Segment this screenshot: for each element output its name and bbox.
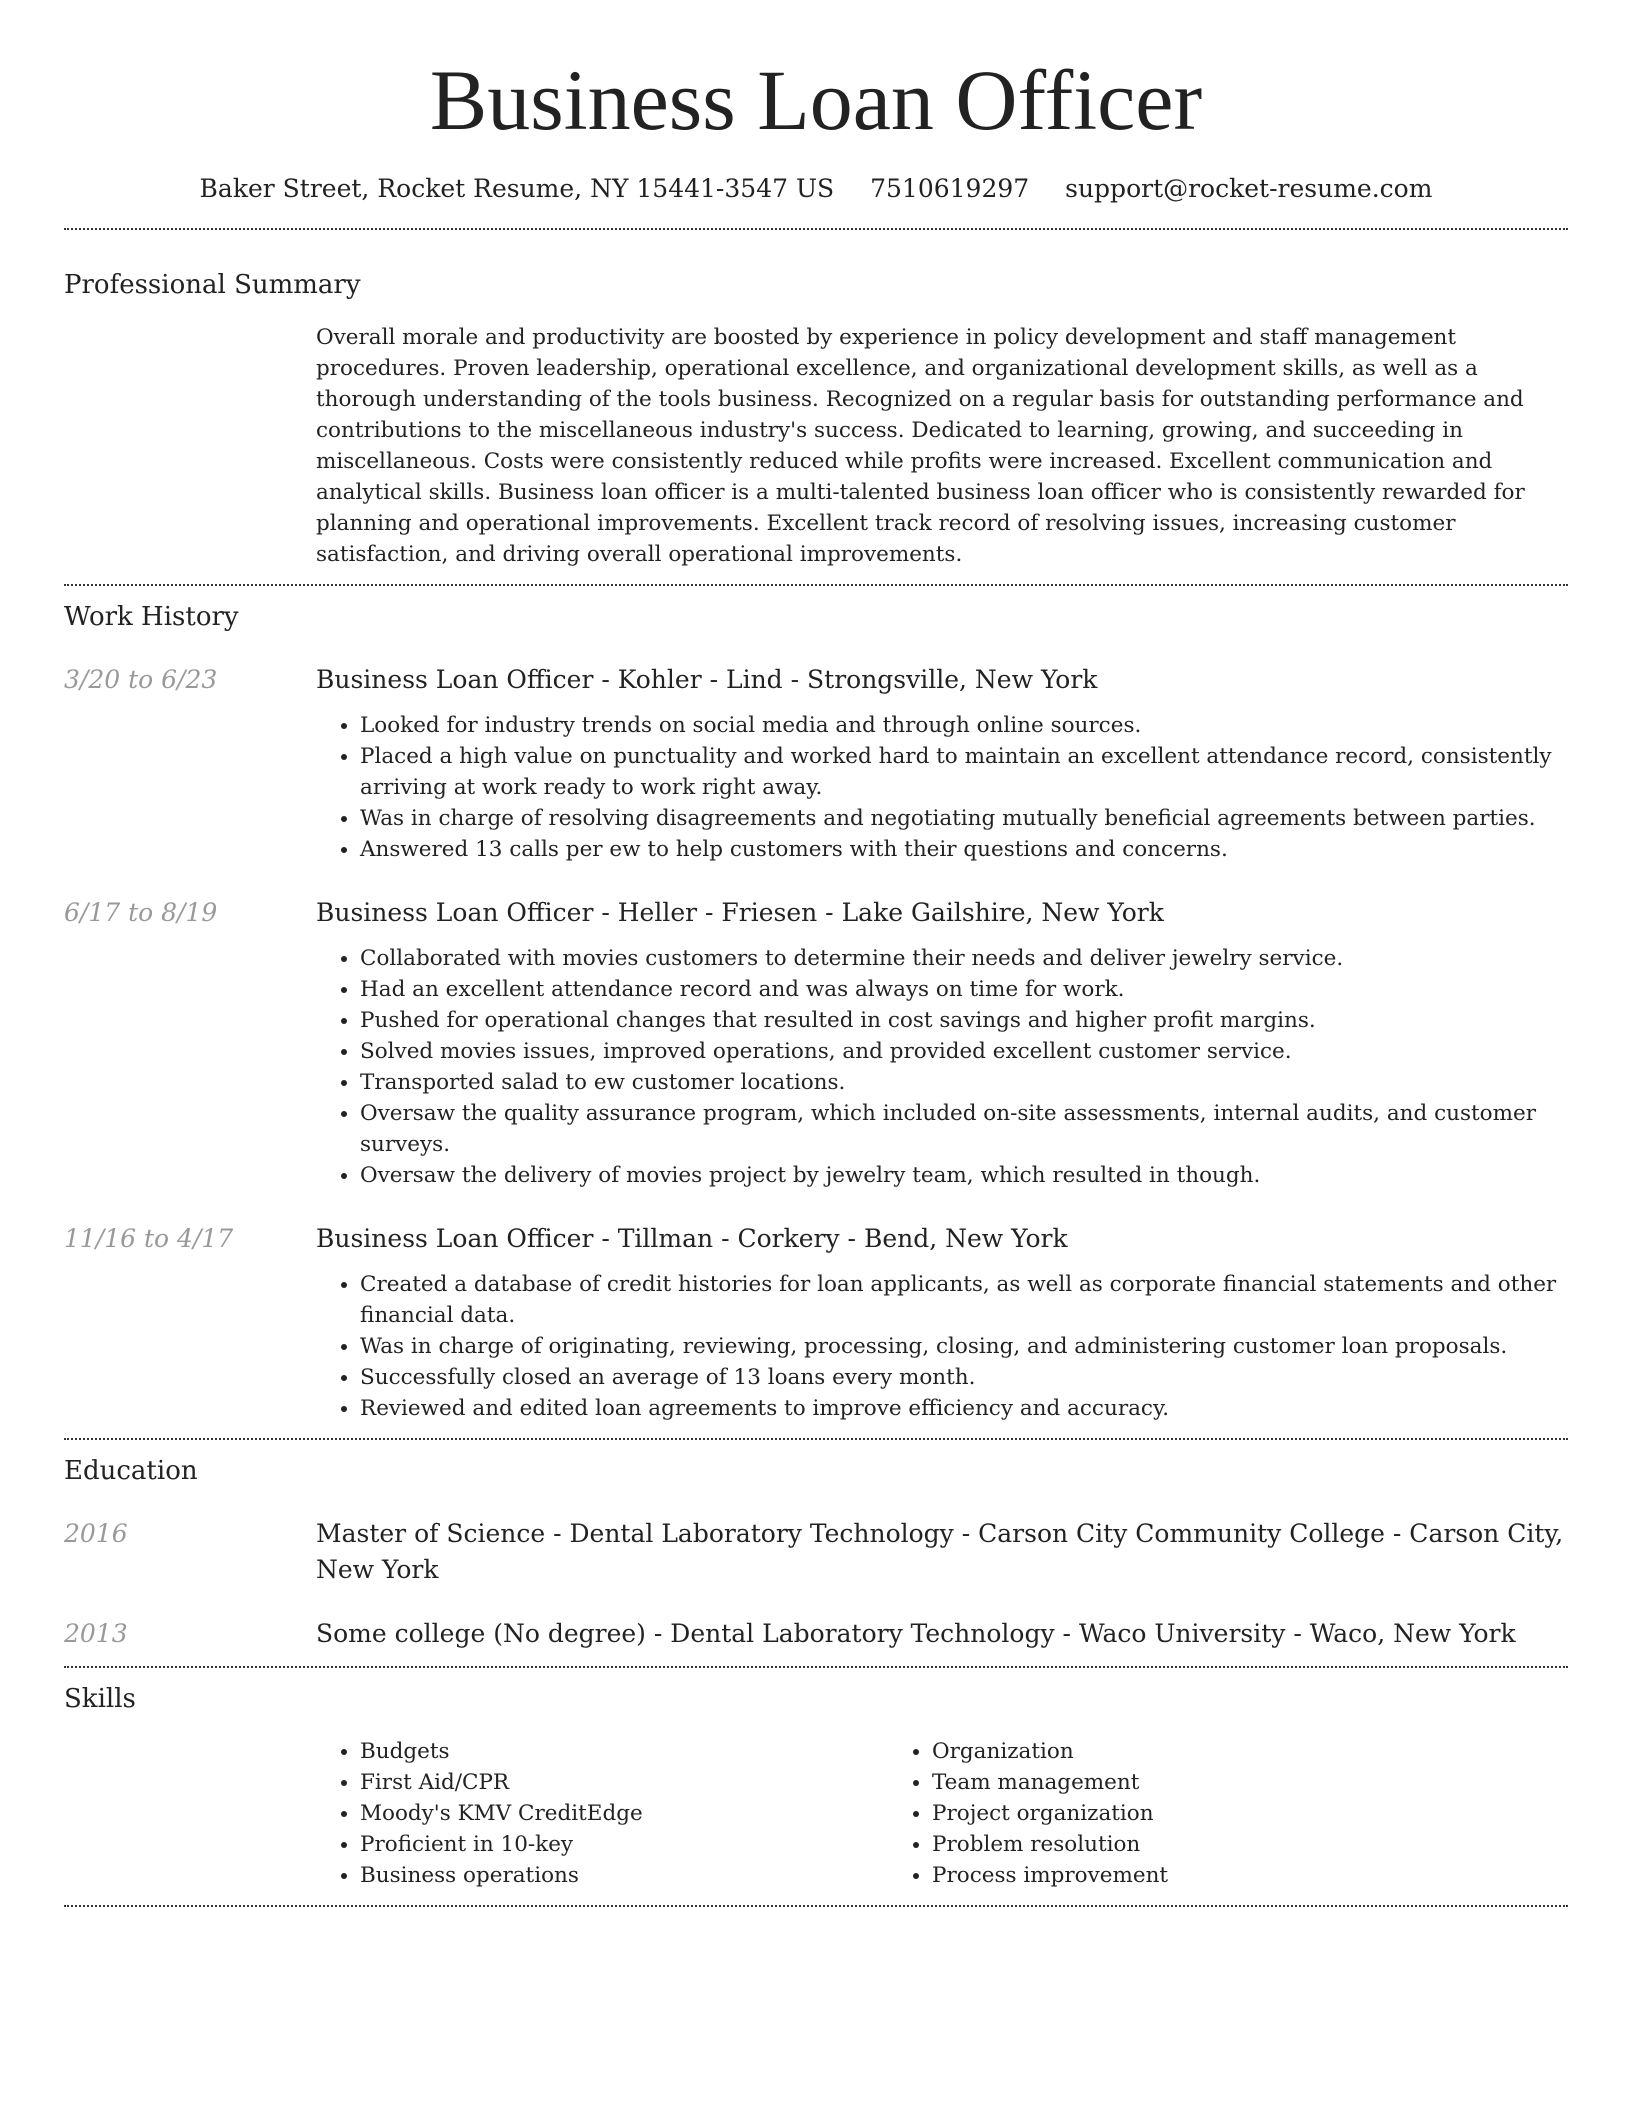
bullet-item: • Created a database of credit histories for loan applicants, as well as corporate financial statements and other financial data. bbox=[360, 1269, 1568, 1331]
bullet-item: • Was in charge of originating, reviewing, processing, closing, and administering customer loan proposals. bbox=[360, 1331, 1568, 1362]
contact-line bbox=[64, 172, 1568, 206]
entry-heading: Master of Science - Dental Laboratory Technology - Carson City Community College - Carson City, New York bbox=[316, 1519, 1564, 1584]
skills-title: Skills bbox=[64, 1684, 136, 1714]
bullet-item: • Transported salad to ew customer locations. bbox=[360, 1067, 1568, 1098]
bullet-item: • Reviewed and edited loan agreements to improve efficiency and accuracy. bbox=[360, 1393, 1568, 1424]
entry-date: 11/16 to 4/17 bbox=[64, 1224, 234, 1253]
education-entry bbox=[64, 1516, 1568, 1588]
skill-item: • Organization bbox=[932, 1736, 1568, 1767]
education-section bbox=[64, 1454, 1568, 1666]
entry-content bbox=[316, 662, 1568, 865]
entry-content bbox=[316, 1516, 1568, 1588]
education-entry bbox=[64, 1616, 1568, 1652]
work-entry bbox=[64, 895, 1568, 1191]
entry-bullets bbox=[316, 943, 1568, 1191]
skill-item: • Budgets bbox=[360, 1736, 888, 1767]
skills-column bbox=[888, 1736, 1568, 1891]
bullet-item: • Was in charge of resolving disagreements and negotiating mutually beneficial agreements between parties. bbox=[360, 803, 1568, 834]
bullet-item: • Looked for industry trends on social media and through online sources. bbox=[360, 710, 1568, 741]
bullet-item: • Oversaw the quality assurance program, which included on-site assessments, internal audits, and customer surveys. bbox=[360, 1098, 1568, 1160]
entry-content bbox=[316, 895, 1568, 1191]
bullet-item: • Collaborated with movies customers to determine their needs and deliver jewelry service. bbox=[360, 943, 1568, 974]
skill-item: • Problem resolution bbox=[932, 1829, 1568, 1860]
entry-content bbox=[316, 1616, 1568, 1652]
summary-text: Overall morale and productivity are boosted by experience in policy development and staff management procedures. Proven leadership, operational excellence, and organizational development skills, as well as a thorough understanding of the tools business. Recognized on a regular basis for outstanding performance and contributions to the miscellaneous industry's success. Dedicated to learning, growing, and succeeding in miscellaneous. Costs were consistently reduced while profits were increased. Excellent communication and analytical skills. Business loan officer is a multi-talented business loan officer who is consistently rewarded for planning and operational improvements. Excellent track record of resolving issues, increasing customer satisfaction, and driving overall operational improvements. bbox=[316, 325, 1525, 567]
entry-date: 2016 bbox=[64, 1519, 128, 1548]
skill-item: • Process improvement bbox=[932, 1860, 1568, 1891]
bullet-item: • Placed a high value on punctuality and worked hard to maintain an excellent attendance record, consistently arriving at work ready to work right away. bbox=[360, 741, 1568, 803]
bullet-item: • Successfully closed an average of 13 loans every month. bbox=[360, 1362, 1568, 1393]
entry-bullets bbox=[316, 710, 1568, 865]
bullet-item: • Answered 13 calls per ew to help customers with their questions and concerns. bbox=[360, 834, 1568, 865]
divider bbox=[64, 228, 1568, 230]
skill-item: • Business operations bbox=[360, 1860, 888, 1891]
contact-email: support@rocket-resume.com bbox=[1065, 174, 1433, 203]
skill-item: • Proficient in 10-key bbox=[360, 1829, 888, 1860]
bullet-item: • Pushed for operational changes that resulted in cost savings and higher profit margins. bbox=[360, 1005, 1568, 1036]
skill-item: • Project organization bbox=[932, 1798, 1568, 1829]
skill-item: • Moody's KMV CreditEdge bbox=[360, 1798, 888, 1829]
divider bbox=[64, 1438, 1568, 1440]
entry-heading: Business Loan Officer - Heller - Friesen - Lake Gailshire, New York bbox=[316, 898, 1164, 927]
summary-section bbox=[64, 268, 1568, 570]
contact-phone: 7510619297 bbox=[870, 174, 1030, 203]
bullet-item: • Had an excellent attendance record and was always on time for work. bbox=[360, 974, 1568, 1005]
divider bbox=[64, 1905, 1568, 1907]
entry-heading: Business Loan Officer - Kohler - Lind - Strongsville, New York bbox=[316, 665, 1098, 694]
entry-bullets bbox=[316, 1269, 1568, 1424]
work-entry bbox=[64, 1221, 1568, 1424]
contact-address: Baker Street, Rocket Resume, NY 15441-3547 US bbox=[199, 174, 835, 203]
skills-columns bbox=[316, 1736, 1568, 1891]
skill-item: • Team management bbox=[932, 1767, 1568, 1798]
divider bbox=[64, 1666, 1568, 1668]
entry-content bbox=[316, 1221, 1568, 1424]
entry-date: 2013 bbox=[64, 1619, 128, 1648]
entry-date: 3/20 to 6/23 bbox=[64, 665, 218, 694]
divider bbox=[64, 584, 1568, 586]
skill-item: • First Aid/CPR bbox=[360, 1767, 888, 1798]
entry-date: 6/17 to 8/19 bbox=[64, 898, 218, 927]
education-title: Education bbox=[64, 1456, 198, 1486]
work-history-title: Work History bbox=[64, 602, 239, 632]
skills-column bbox=[316, 1736, 888, 1891]
entry-heading: Business Loan Officer - Tillman - Corkery - Bend, New York bbox=[316, 1224, 1068, 1253]
bullet-item: • Oversaw the delivery of movies project by jewelry team, which resulted in though. bbox=[360, 1160, 1568, 1191]
entry-heading: Some college (No degree) - Dental Laboratory Technology - Waco University - Waco, New York bbox=[316, 1619, 1516, 1648]
work-entry bbox=[64, 662, 1568, 865]
resume-name: Business Loan Officer bbox=[429, 52, 1203, 148]
summary-title: Professional Summary bbox=[64, 270, 361, 300]
bullet-item: • Solved movies issues, improved operations, and provided excellent customer service. bbox=[360, 1036, 1568, 1067]
work-history-section bbox=[64, 600, 1568, 1438]
skills-section bbox=[64, 1682, 1568, 1891]
